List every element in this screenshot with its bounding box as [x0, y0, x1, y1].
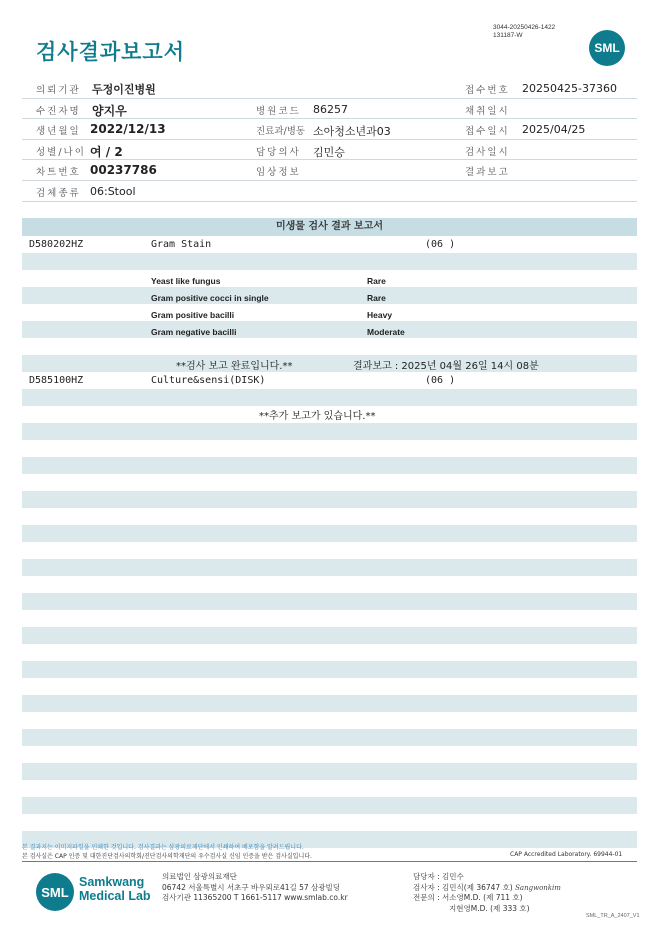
patient-info-table [22, 78, 637, 202]
receipt-no-label: 접수번호 [465, 85, 510, 96]
patient-value: 양지우 [92, 103, 127, 118]
specimen-label: 검체종류 [36, 187, 81, 199]
report-label: 결과보고 [465, 167, 510, 179]
row-band [22, 525, 637, 542]
row-band [22, 695, 637, 712]
receipt-no-value: 20250425-37360 [522, 82, 617, 95]
specialist-2: 지현영M.D. (제 333 호) [449, 903, 530, 913]
info-row [22, 78, 637, 99]
test-specimen: (06 ) [425, 239, 456, 250]
hospital-value: 두정이진병원 [92, 83, 156, 96]
gram-result-name: Yeast like fungus [151, 276, 221, 286]
birth-label: 생년월일 [36, 126, 81, 138]
receipt-date-value: 2025/04/25 [522, 123, 586, 137]
tester [413, 883, 561, 894]
form-code: SML_TR_A_2407_V1 [586, 913, 640, 919]
footer-note-accreditation: 본 검사실은 CAP 인증 및 대한진단검사의학회/진단검사의학재단의 우수검사실 신임 인증을 받은 검사실입니다. [22, 853, 312, 860]
footer-note-image: 본 결과지는 이미지파일을 인쇄한 것입니다. 검사결과는 삼광의료재단에서 인쇄하여 배포함을 알려드립니다. [22, 844, 304, 851]
sml-footer-logo: SML [36, 873, 74, 911]
dept-value: 소아청소년과03 [313, 125, 391, 139]
info-row [22, 160, 637, 181]
sex-age-value: 여 / 2 [90, 144, 123, 159]
report-id-line1: 3044-20250426-1422 [493, 24, 556, 31]
gram-result-value: Moderate [367, 327, 405, 337]
sml-logo: SML [589, 30, 625, 66]
gram-result-value: Rare [367, 276, 386, 286]
gram-result-name: Gram positive cocci in single [151, 293, 269, 303]
test-name: Gram Stain [151, 239, 212, 250]
footer-divider [22, 861, 637, 862]
test-code: D580202HZ [29, 239, 84, 250]
hospital-label: 의뢰기관 [36, 85, 81, 96]
report-id-code [493, 24, 555, 40]
row-band [22, 457, 637, 474]
clinical-label: 임상정보 [256, 167, 301, 179]
report-time-text: 결과보고 : 2025년 04월 26일 14시 08분 [353, 361, 539, 372]
row-band [22, 389, 637, 406]
lab-contact: 검사기관 11365200 T 1661-5117 www.smlab.co.kr [162, 893, 348, 902]
row-band [22, 627, 637, 644]
brand-line1: Samkwang [79, 875, 145, 889]
tester-text: 검사자 : 김민식(제 36747 호) [413, 882, 513, 892]
lab-address [162, 872, 348, 904]
receipt-date-label: 접수일시 [465, 126, 510, 138]
row-band [22, 559, 637, 576]
test-code: D585100HZ [29, 375, 84, 386]
report-title: 검사결과보고서 [36, 40, 186, 64]
row-band [22, 763, 637, 780]
gram-result-value: Heavy [367, 310, 393, 320]
lab-street: 06742 서울특별시 서초구 바우뫼로41길 57 삼광빌딩 [162, 882, 341, 892]
signatures [413, 872, 561, 914]
test-specimen: (06 ) [425, 375, 456, 386]
info-row [22, 99, 637, 120]
birth-value: 2022/12/13 [90, 122, 166, 137]
row-band [22, 253, 637, 270]
row-band [22, 423, 637, 440]
specimen-value: 06:Stool [90, 184, 136, 198]
row-band [22, 321, 637, 338]
gram-result-name: Gram positive bacilli [151, 310, 235, 320]
row-band [22, 797, 637, 814]
row-band [22, 355, 637, 372]
info-row [22, 181, 637, 202]
gram-result-name: Gram negative bacilli [151, 327, 237, 337]
chart-no-label: 차트번호 [36, 167, 81, 179]
section-title: 미생물 검사 결과 보고서 [22, 218, 637, 236]
report-id-line2: 131187-W [493, 32, 523, 39]
collect-date-label: 채취일시 [465, 105, 510, 117]
gram-result-value: Rare [367, 293, 386, 303]
test-name: Culture&sensi(DISK) [151, 375, 266, 386]
report-complete-text: **검사 보고 완료입니다.** [176, 361, 293, 372]
dept-label: 진료과/병동 [256, 126, 306, 138]
lab-name: 의료법인 삼광의료재단 [162, 872, 237, 881]
row-band [22, 287, 637, 304]
patient-label: 수진자명 [36, 105, 81, 117]
doctor-label: 담당의사 [256, 146, 301, 158]
staff-in-charge: 담당자 : 김민수 [413, 872, 464, 881]
brand-name [79, 875, 151, 903]
info-row [22, 140, 637, 161]
hospital-code-value: 86257 [313, 102, 348, 116]
doctor-value: 김민승 [313, 145, 345, 159]
hospital-code-label: 병원코드 [256, 105, 301, 117]
row-band [22, 593, 637, 610]
specialist-1: 전문의 : 서소영M.D. (제 711 호) [413, 893, 523, 902]
cap-accreditation: CAP Accredited Laboratory. 69944-01 [510, 851, 623, 858]
signature: Sangwonkim [515, 883, 561, 892]
chart-no-value: 00237786 [90, 163, 157, 178]
brand-line2: Medical Lab [79, 889, 151, 903]
row-band [22, 491, 637, 508]
row-band [22, 661, 637, 678]
test-date-label: 검사일시 [465, 146, 510, 158]
sex-age-label: 성별/나이 [36, 146, 86, 158]
row-band [22, 729, 637, 746]
additional-report-text: **추가 보고가 있습니다.** [259, 411, 376, 422]
info-row [22, 119, 637, 140]
